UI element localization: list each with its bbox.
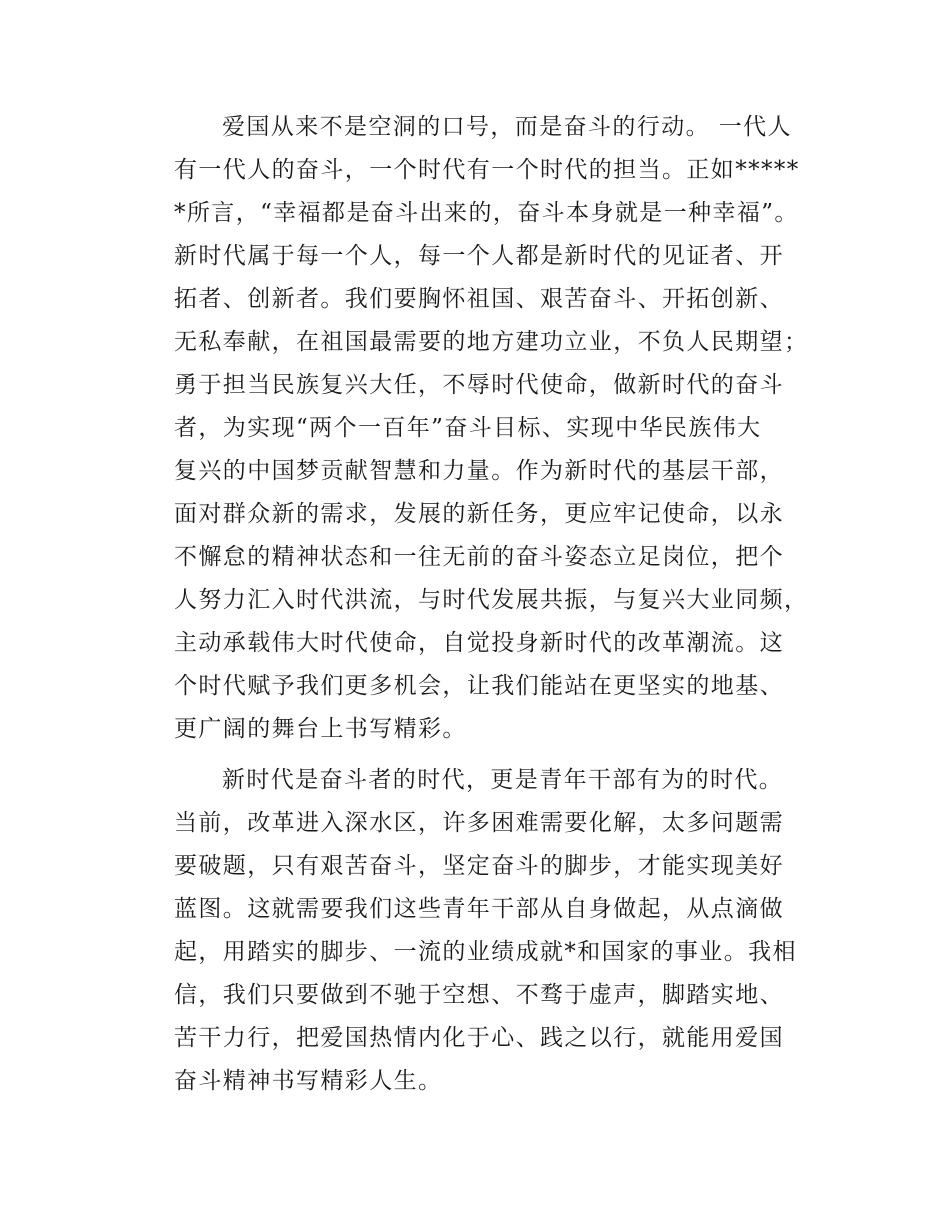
text-line: 苦干力行，把爱国热情内化于心、践之以行，就能用爱国 <box>174 1025 784 1051</box>
text-line: 蓝图。这就需要我们这些青年干部从自身做起，从点滴做 <box>174 896 784 922</box>
text-line: 新时代是奋斗者的时代，更是青年干部有为的时代。 <box>222 767 784 793</box>
text-line: 复兴的中国梦贡献智慧和力量。作为新时代的基层干部， <box>174 458 784 484</box>
text-line: 当前，改革进入深水区，许多困难需要化解，太多问题需 <box>174 810 784 836</box>
text-line: 拓者、创新者。我们要胸怀祖国、艰苦奋斗、开拓创新、 <box>174 286 784 312</box>
text-line: 人努力汇入时代洪流，与时代发展共振，与复兴大业同频， <box>174 587 809 613</box>
text-line: 有一代人的奋斗，一个时代有一个时代的担当。正如***** <box>174 157 800 183</box>
text-line: 新时代属于每一个人，每一个人都是新时代的见证者、开 <box>174 243 784 269</box>
text-line: 起，用踏实的脚步、一流的业绩成就*和国家的事业。我相 <box>174 939 797 965</box>
text-line: *所言，“幸福都是奋斗出来的，奋斗本身就是一种幸福”。 <box>174 200 799 226</box>
text-line: 主动承载伟大时代使命，自觉投身新时代的改革潮流。这 <box>174 630 784 656</box>
text-line: 爱国从来不是空洞的口号，而是奋斗的行动。 一代人 <box>222 114 792 140</box>
text-line: 要破题，只有艰苦奋斗，坚定奋斗的脚步，才能实现美好 <box>174 853 784 879</box>
text-line: 更广阔的舞台上书写精彩。 <box>174 716 467 742</box>
text-line: 信，我们只要做到不驰于空想、不骛于虚声，脚踏实地、 <box>174 982 784 1008</box>
text-line: 面对群众新的需求，发展的新任务，更应牢记使命，以永 <box>174 501 784 527</box>
text-line: 勇于担当民族复兴大任，不辱时代使命，做新时代的奋斗 <box>174 372 784 398</box>
text-line: 不懈怠的精神状态和一往无前的奋斗姿态立足岗位，把个 <box>174 544 784 570</box>
text-line: 无私奉献，在祖国最需要的地方建功立业，不负人民期望； <box>174 329 809 355</box>
text-line: 者，为实现“两个一百年”奋斗目标、实现中华民族伟大 <box>174 415 762 441</box>
text-line: 个时代赋予我们更多机会，让我们能站在更坚实的地基、 <box>174 673 784 699</box>
text-line: 奋斗精神书写精彩人生。 <box>174 1068 443 1094</box>
